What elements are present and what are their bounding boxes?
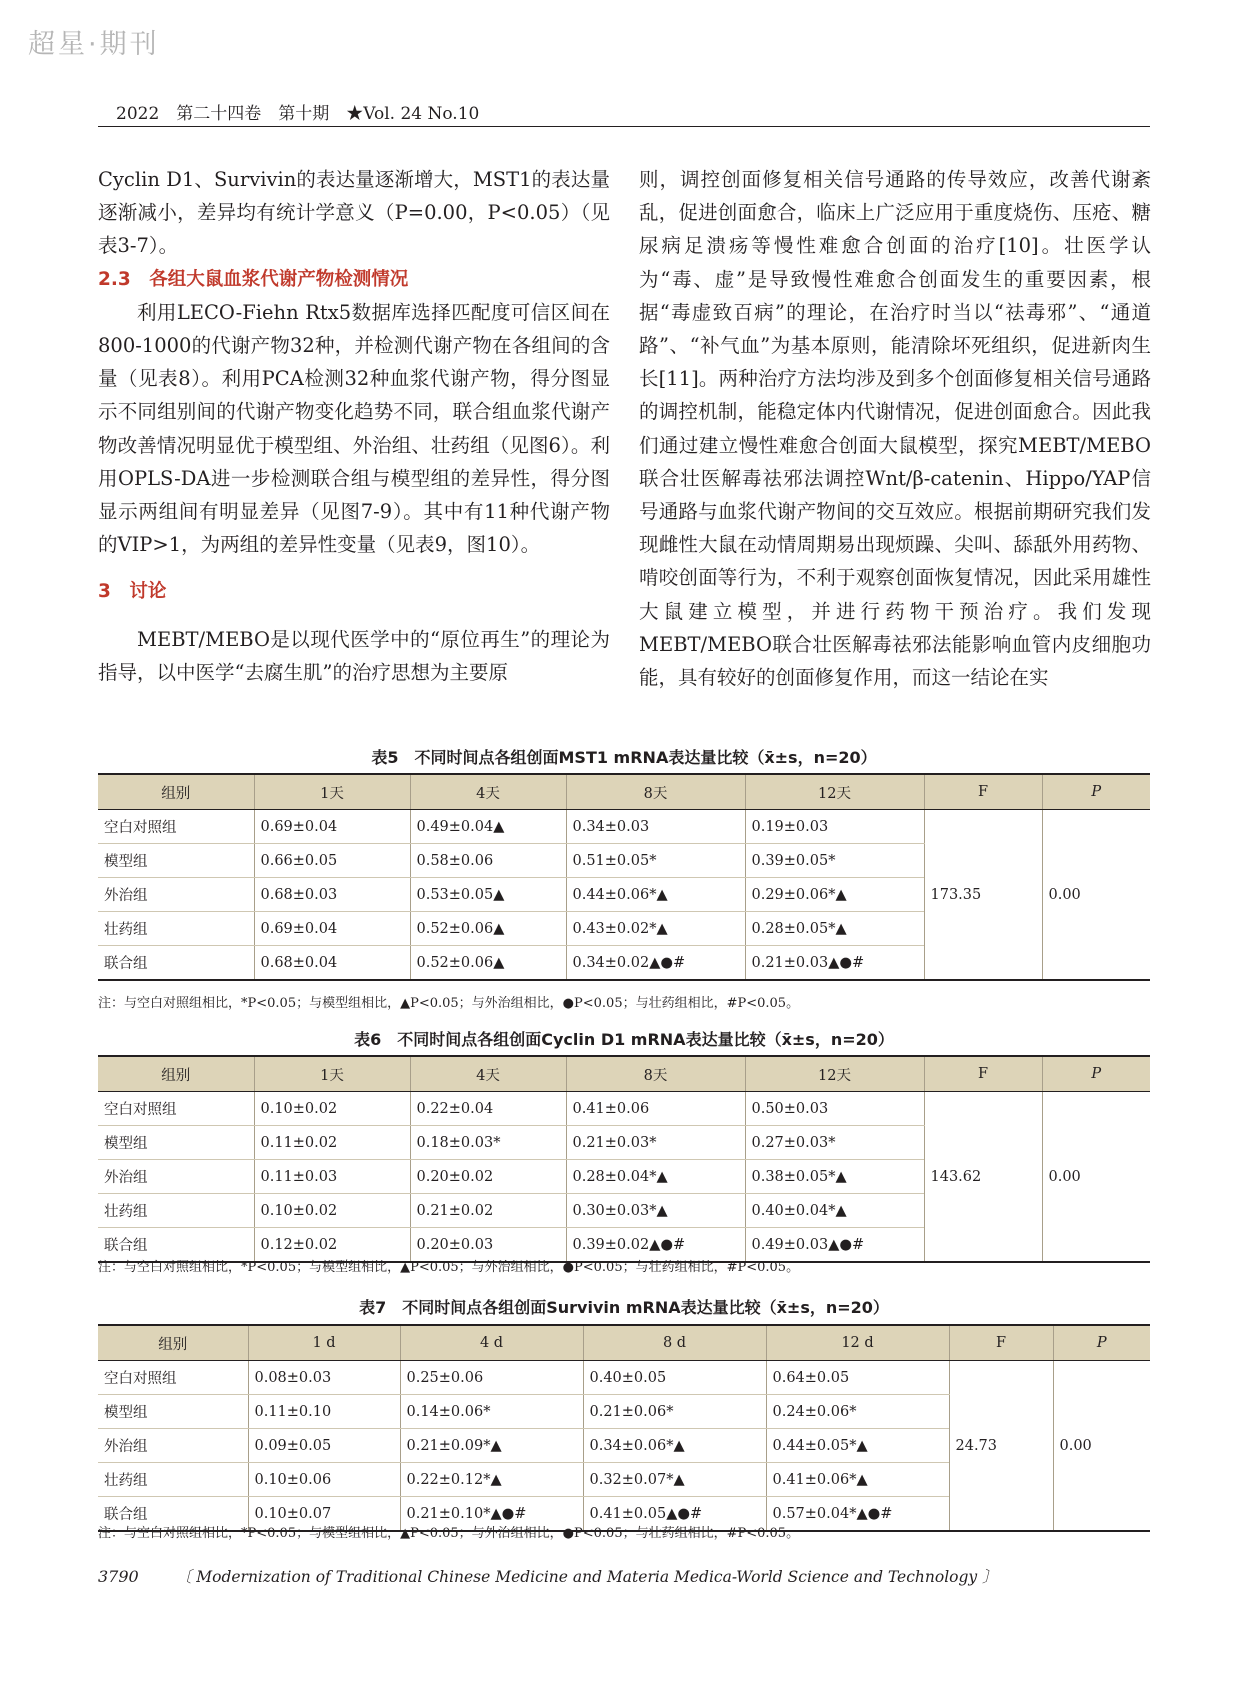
table-cell: 0.21±0.02 [410,1194,566,1228]
paragraph: 利用LECO-Fiehn Rtx5数据库选择匹配度可信区间在800-1000的代谢产物32种，并检测代谢产物在各组间的含量（见表8）。利用PCA检测32种血浆代谢产物，得分图显示不同组别间的代谢产物变化趋势不同，联合组血浆代谢产物改善情况明显优于模型组、外治组、壮药组（见图6）。利用OPLS-DA进一步检测联合组与模型组的差异性，得分图显示两组间有明显差异（见图7-9）。其中有11种代谢产物的VIP>1，为两组的差异性变量（见表9，图10）。 [98,300,610,557]
column-header: 1天 [254,1056,410,1092]
right-column [639,163,1151,694]
column-header: 组别 [98,1056,254,1092]
table-cell: 0.53±0.05▲ [410,878,566,912]
column-header: P [1053,1325,1150,1361]
group-label: 联合组 [98,1497,248,1532]
table-cell: 0.40±0.04*▲ [745,1194,924,1228]
table-cell: 0.21±0.03▲●# [745,946,924,981]
table-cell: 0.39±0.02▲●# [566,1228,745,1263]
table-cell: 0.69±0.04 [254,912,410,946]
table-cell: 0.52±0.06▲ [410,946,566,981]
table-cell: 0.50±0.03 [745,1092,924,1126]
column-header: F [924,1056,1042,1092]
table-row [98,1092,1150,1126]
table-cell: 0.39±0.05* [745,844,924,878]
table-cell: 0.29±0.06*▲ [745,878,924,912]
column-header: P [1042,774,1150,810]
table-cell: 0.52±0.06▲ [410,912,566,946]
table-cell: 0.40±0.05 [583,1361,766,1395]
group-label: 空白对照组 [98,1092,254,1126]
column-header: 12 d [766,1325,949,1361]
page-number: 3790 [98,1567,139,1586]
group-label: 外治组 [98,1160,254,1194]
column-header: P [1042,1056,1150,1092]
data-table [98,1055,1150,1263]
table-cell: 0.11±0.02 [254,1126,410,1160]
table-note: 注：与空白对照组相比，*P<0.05；与模型组相比，▲P<0.05；与外治组相比，●P<0.05；与壮药组相比，#P<0.05。 [98,996,800,1011]
table-cell: 0.22±0.04 [410,1092,566,1126]
group-label: 外治组 [98,878,254,912]
section-heading: 2.3 各组大鼠血浆代谢产物检测情况 [98,268,409,290]
paragraph: 则，调控创面修复相关信号通路的传导效应，改善代谢紊乱，促进创面愈合，临床上广泛应用于重度烧伤、压疮、糖尿病足溃疡等慢性难愈合创面的治疗[10]。壮医学认为“毒、虚”是导致慢性难愈合创面发生的重要因素，根据“毒虚致百病”的理论，在治疗时当以“祛毒邪”、“通道路”、“补气血”为基本原则，能清除坏死组织，促进新肉生长[11]。两种治疗方法均涉及到多个创面修复相关信号通路的调控机制，能稳定体内代谢情况，促进创面愈合。因此我们通过建立慢性难愈合创面大鼠模型，探究MEBT/MEBO联合壮医解毒祛邪法调控Wnt/β-catenin、Hippo/YAP信号通路与血浆代谢产物间的交互效应。根据前期研究我们发现雌性大鼠在动情周期易出现烦躁、尖叫、舔舐外用药物、啃咬创面等行为，不利于观察创面恢复情况，因此采用雄性大鼠建立模型，并进行药物干预治疗。我们发现MEBT/MEBO联合壮医解毒祛邪法能影响血管内皮细胞功能，具有较好的创面修复作用，而这一结论在实 [639,168,1151,690]
column-header: 4天 [410,774,566,810]
brand-watermark: 超星·期刊 [28,29,160,60]
table-cell: 0.24±0.06* [766,1395,949,1429]
column-header: F [924,774,1042,810]
table-cell: 0.28±0.05*▲ [745,912,924,946]
p-value: 0.00 [1042,1092,1150,1263]
group-label: 壮药组 [98,1463,248,1497]
table-cell: 0.21±0.03* [566,1126,745,1160]
table-cell: 0.10±0.02 [254,1194,410,1228]
table-cell: 0.10±0.07 [248,1497,400,1532]
group-label: 模型组 [98,844,254,878]
column-header: 1天 [254,774,410,810]
table-cell: 0.51±0.05* [566,844,745,878]
table-cell: 0.57±0.04*▲●# [766,1497,949,1532]
table-cell: 0.44±0.05*▲ [766,1429,949,1463]
column-header: 4天 [410,1056,566,1092]
table-cell: 0.20±0.03 [410,1228,566,1263]
table-cell: 0.58±0.06 [410,844,566,878]
table-cell: 0.20±0.02 [410,1160,566,1194]
column-header: 8天 [566,774,745,810]
page-footer [98,1565,998,1587]
table-cell: 0.69±0.04 [254,810,410,844]
table-cell: 0.12±0.02 [254,1228,410,1263]
group-label: 壮药组 [98,1194,254,1228]
table-caption: 表5 不同时间点各组创面MST1 mRNA表达量比较（x̄±s，n=20） [371,748,877,767]
table-cell: 0.66±0.05 [254,844,410,878]
table-cell: 0.68±0.04 [254,946,410,981]
group-label: 模型组 [98,1395,248,1429]
column-header: 12天 [745,1056,924,1092]
table-cell: 0.44±0.06*▲ [566,878,745,912]
table-note: 注：与空白对照组相比，*P<0.05；与模型组相比，▲P<0.05；与外治组相比，●P<0.05；与壮药组相比，#P<0.05。 [98,1260,800,1275]
table-cell: 0.08±0.03 [248,1361,400,1395]
group-label: 壮药组 [98,912,254,946]
table-caption: 表6 不同时间点各组创面Cyclin D1 mRNA表达量比较（x̄±s，n=20） [354,1030,894,1049]
data-table [98,773,1150,981]
issue-header: 2022 第二十四卷 第十期 ★Vol. 24 No.10 [116,104,480,124]
column-header: 12天 [745,774,924,810]
p-value: 0.00 [1053,1361,1150,1532]
table-cell: 0.22±0.12*▲ [400,1463,583,1497]
paragraph: Cyclin D1、Survivin的表达量逐渐增大，MST1的表达量逐渐减小，差异均有统计学意义（P=0.00，P<0.05）（见表3-7）。 [98,168,610,258]
left-column [98,163,610,689]
table-cell: 0.30±0.03*▲ [566,1194,745,1228]
table-cell: 0.68±0.03 [254,878,410,912]
table-cell: 0.38±0.05*▲ [745,1160,924,1194]
table-cell: 0.11±0.10 [248,1395,400,1429]
column-header: 组别 [98,774,254,810]
journal-name: 〔 Modernization of Traditional Chinese Medicine and Materia Medica-World Science and Technology 〕 [175,1568,998,1586]
column-header: F [949,1325,1053,1361]
table-cell: 0.41±0.06*▲ [766,1463,949,1497]
table-note: 注：与空白对照组相比，*P<0.05；与模型组相比，▲P<0.05；与外治组相比，●P<0.05；与壮药组相比，#P<0.05。 [98,1526,800,1541]
table-cell: 0.19±0.03 [745,810,924,844]
paragraph: MEBT/MEBO是以现代医学中的“原位再生”的理论为指导，以中医学“去腐生肌”的治疗思想为主要原 [98,627,610,684]
table-cell: 0.28±0.04*▲ [566,1160,745,1194]
f-statistic: 24.73 [949,1361,1053,1532]
table-cell: 0.34±0.06*▲ [583,1429,766,1463]
group-label: 外治组 [98,1429,248,1463]
p-value: 0.00 [1042,810,1150,981]
section-heading: 3 讨论 [98,581,167,603]
column-header: 8天 [566,1056,745,1092]
column-header: 4 d [400,1325,583,1361]
column-header: 1 d [248,1325,400,1361]
data-table [98,1324,1150,1532]
table-cell: 0.41±0.05▲●# [583,1497,766,1532]
table-cell: 0.21±0.10*▲●# [400,1497,583,1532]
table-cell: 0.10±0.02 [254,1092,410,1126]
table-cell: 0.34±0.02▲●# [566,946,745,981]
table-cell: 0.18±0.03* [410,1126,566,1160]
table-row [98,1361,1150,1395]
table-cell: 0.10±0.06 [248,1463,400,1497]
group-label: 空白对照组 [98,1361,248,1395]
table-cell: 0.11±0.03 [254,1160,410,1194]
table-cell: 0.21±0.09*▲ [400,1429,583,1463]
group-label: 联合组 [98,1228,254,1263]
column-header: 组别 [98,1325,248,1361]
table-cell: 0.34±0.03 [566,810,745,844]
table-cell: 0.21±0.06* [583,1395,766,1429]
table-cell: 0.27±0.03* [745,1126,924,1160]
header-rule [98,126,1150,127]
f-statistic: 143.62 [924,1092,1042,1263]
group-label: 模型组 [98,1126,254,1160]
table-cell: 0.49±0.04▲ [410,810,566,844]
table-cell: 0.64±0.05 [766,1361,949,1395]
table-cell: 0.49±0.03▲●# [745,1228,924,1263]
f-statistic: 173.35 [924,810,1042,981]
table-row [98,810,1150,844]
table-cell: 0.25±0.06 [400,1361,583,1395]
group-label: 空白对照组 [98,810,254,844]
table-cell: 0.41±0.06 [566,1092,745,1126]
table-cell: 0.43±0.02*▲ [566,912,745,946]
table-cell: 0.14±0.06* [400,1395,583,1429]
table-caption: 表7 不同时间点各组创面Survivin mRNA表达量比较（x̄±s，n=20） [359,1298,889,1317]
table-cell: 0.09±0.05 [248,1429,400,1463]
group-label: 联合组 [98,946,254,981]
table-cell: 0.32±0.07*▲ [583,1463,766,1497]
column-header: 8 d [583,1325,766,1361]
